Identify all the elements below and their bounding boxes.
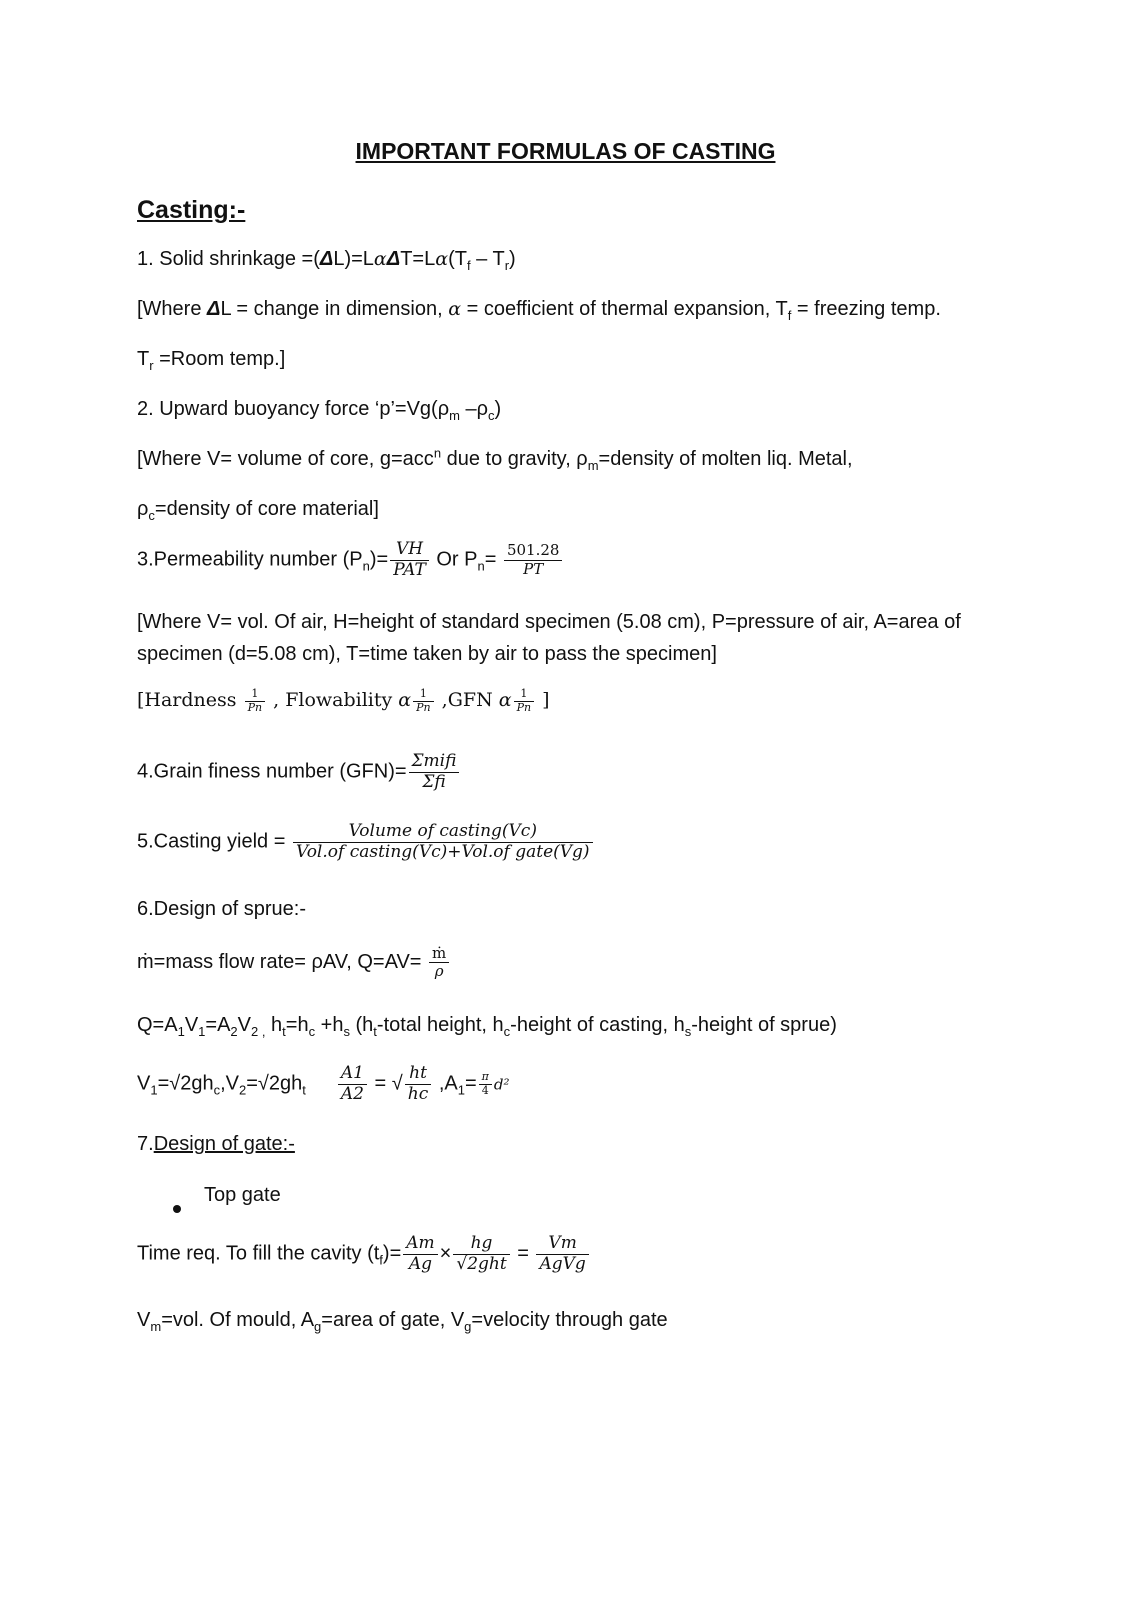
bullet-top-gate: Top gate <box>204 1184 281 1206</box>
fraction-am-ag: $\frac{Am}{Ag}$ <box>403 1234 437 1274</box>
fraction-1-pn-b: $\frac{1}{Pn}$ <box>413 688 434 714</box>
fraction-mdot-rho: $\frac{\text{ṁ}}{\rho}$ <box>429 945 449 981</box>
note-solid-shrinkage: [Where ΔL = change in dimension, α = coefficient of thermal expansion, $T_f$ = freezing temp. <box>137 298 941 323</box>
fraction-casting-yield: $\frac{\text{Volume of casting(Vc)}}{\text{Vol.of casting(Vc)+Vol.of gate(Vg)}}$ <box>293 822 593 862</box>
fraction-vm-agvg: $\frac{Vm}{\text{AgVg}}$ <box>536 1234 588 1274</box>
note-permeability-1: [Where V= vol. Of air, H=height of standard specimen (5.08 cm), P=pressure of air, A=area of <box>137 611 961 633</box>
formula-casting-yield: 5.Casting yield = $\frac{\text{Volume of casting(Vc)}}{\text{Vol.of casting(Vc)+Vol.of gate(Vg)}}$ <box>137 822 595 862</box>
note-gate: $V_m=vol$. Of mould, $A_g=area$ of gate, $V_g=velocity$ through gate <box>137 1309 668 1334</box>
hardness-relation: [Hardness $\frac{1}{Pn}$ , Flowability α $\frac{1}{Pn}$ ,GFN α $\frac{1}{Pn}$ ] <box>137 687 550 714</box>
fraction-1-pn-a: $\frac{1}{Pn}$ <box>245 688 266 714</box>
note-buoyancy: [Where V= volume of core, g=acc$^n$ due to gravity, $\rho_m=density$ of molten liq. Metal, <box>137 445 853 473</box>
formula-continuity: $Q=A_1V_1=A_2V_{2 ,}$ $h_t=h_c +h_s$ ($h_t$-total height, $h_c$-height of casting, $h_s$-height of sprue) <box>137 1014 837 1039</box>
heading-gate: 7.Design of gate:- <box>137 1133 295 1155</box>
formula-gfn: 4.Grain finess number (GFN)= $\frac{\text{Σmifi}}{\text{Σfi}}$ <box>137 752 461 792</box>
page-title: IMPORTANT FORMULAS OF CASTING <box>355 138 776 164</box>
formula-solid-shrinkage: 1. Solid shrinkage $=(\Delta L)=L\alpha\Delta T=L\alpha(T_f - T_r)$ <box>137 248 516 273</box>
fraction-gfn: $\frac{\text{Σmifi}}{\text{Σfi}}$ <box>409 752 460 792</box>
fraction-pi-4: $\frac{\pi}{4}$ <box>479 1071 492 1097</box>
formula-buoyancy: 2. Upward buoyancy force ‘$p’=Vg(\rho_m$ $-\rho_c$) <box>137 398 502 423</box>
heading-sprue: 6.Design of sprue:- <box>137 898 306 920</box>
note-room-temp: $T_r$ =Room temp.] <box>137 348 286 373</box>
section-heading: Casting:- <box>137 196 246 224</box>
fraction-vh-pat: $\frac{VH}{\text{PAT}}$ <box>390 540 429 580</box>
formula-velocities: $V_1=√2gh_c,V_2=√2gh_t$ $\frac{A1}{A2}$ = √ $\frac{ht}{hc}$ $,A_1=$ $\frac{\pi}{4}$ d² <box>137 1063 510 1104</box>
fraction-ht-hc: $\frac{ht}{hc}$ <box>405 1064 431 1104</box>
formula-permeability: 3.Permeability number $(P_n)=$ $\frac{VH}{\text{PAT}}$ Or $P_n=$ $\frac{501.28}{PT}$ <box>137 540 564 580</box>
note-permeability-2: specimen (d=5.08 cm), T=time taken by air to pass the specimen] <box>137 643 717 665</box>
fraction-hg-sqrt: $\frac{hg}{\text{√2ght}}$ <box>453 1234 509 1274</box>
note-core-density: $\rho_c=density$ of core material] <box>137 498 379 523</box>
formula-mass-flow: ṁ=mass flow rate= ρAV, Q=AV= $\frac{\text{ṁ}}{\rho}$ <box>137 945 451 981</box>
formula-fill-time: Time req. To fill the cavity $(t_f)=$ $\frac{Am}{Ag}$ × $\frac{hg}{\text{√2ght}}$ = $\frac{Vm}{\text{AgVg}}$ <box>137 1234 591 1274</box>
fraction-a1-a2: $\frac{A1}{A2}$ <box>338 1064 367 1104</box>
fraction-501-pt: $\frac{501.28}{PT}$ <box>504 542 563 578</box>
fraction-1-pn-c: $\frac{1}{Pn}$ <box>514 688 535 714</box>
bullet-icon <box>173 1205 181 1213</box>
